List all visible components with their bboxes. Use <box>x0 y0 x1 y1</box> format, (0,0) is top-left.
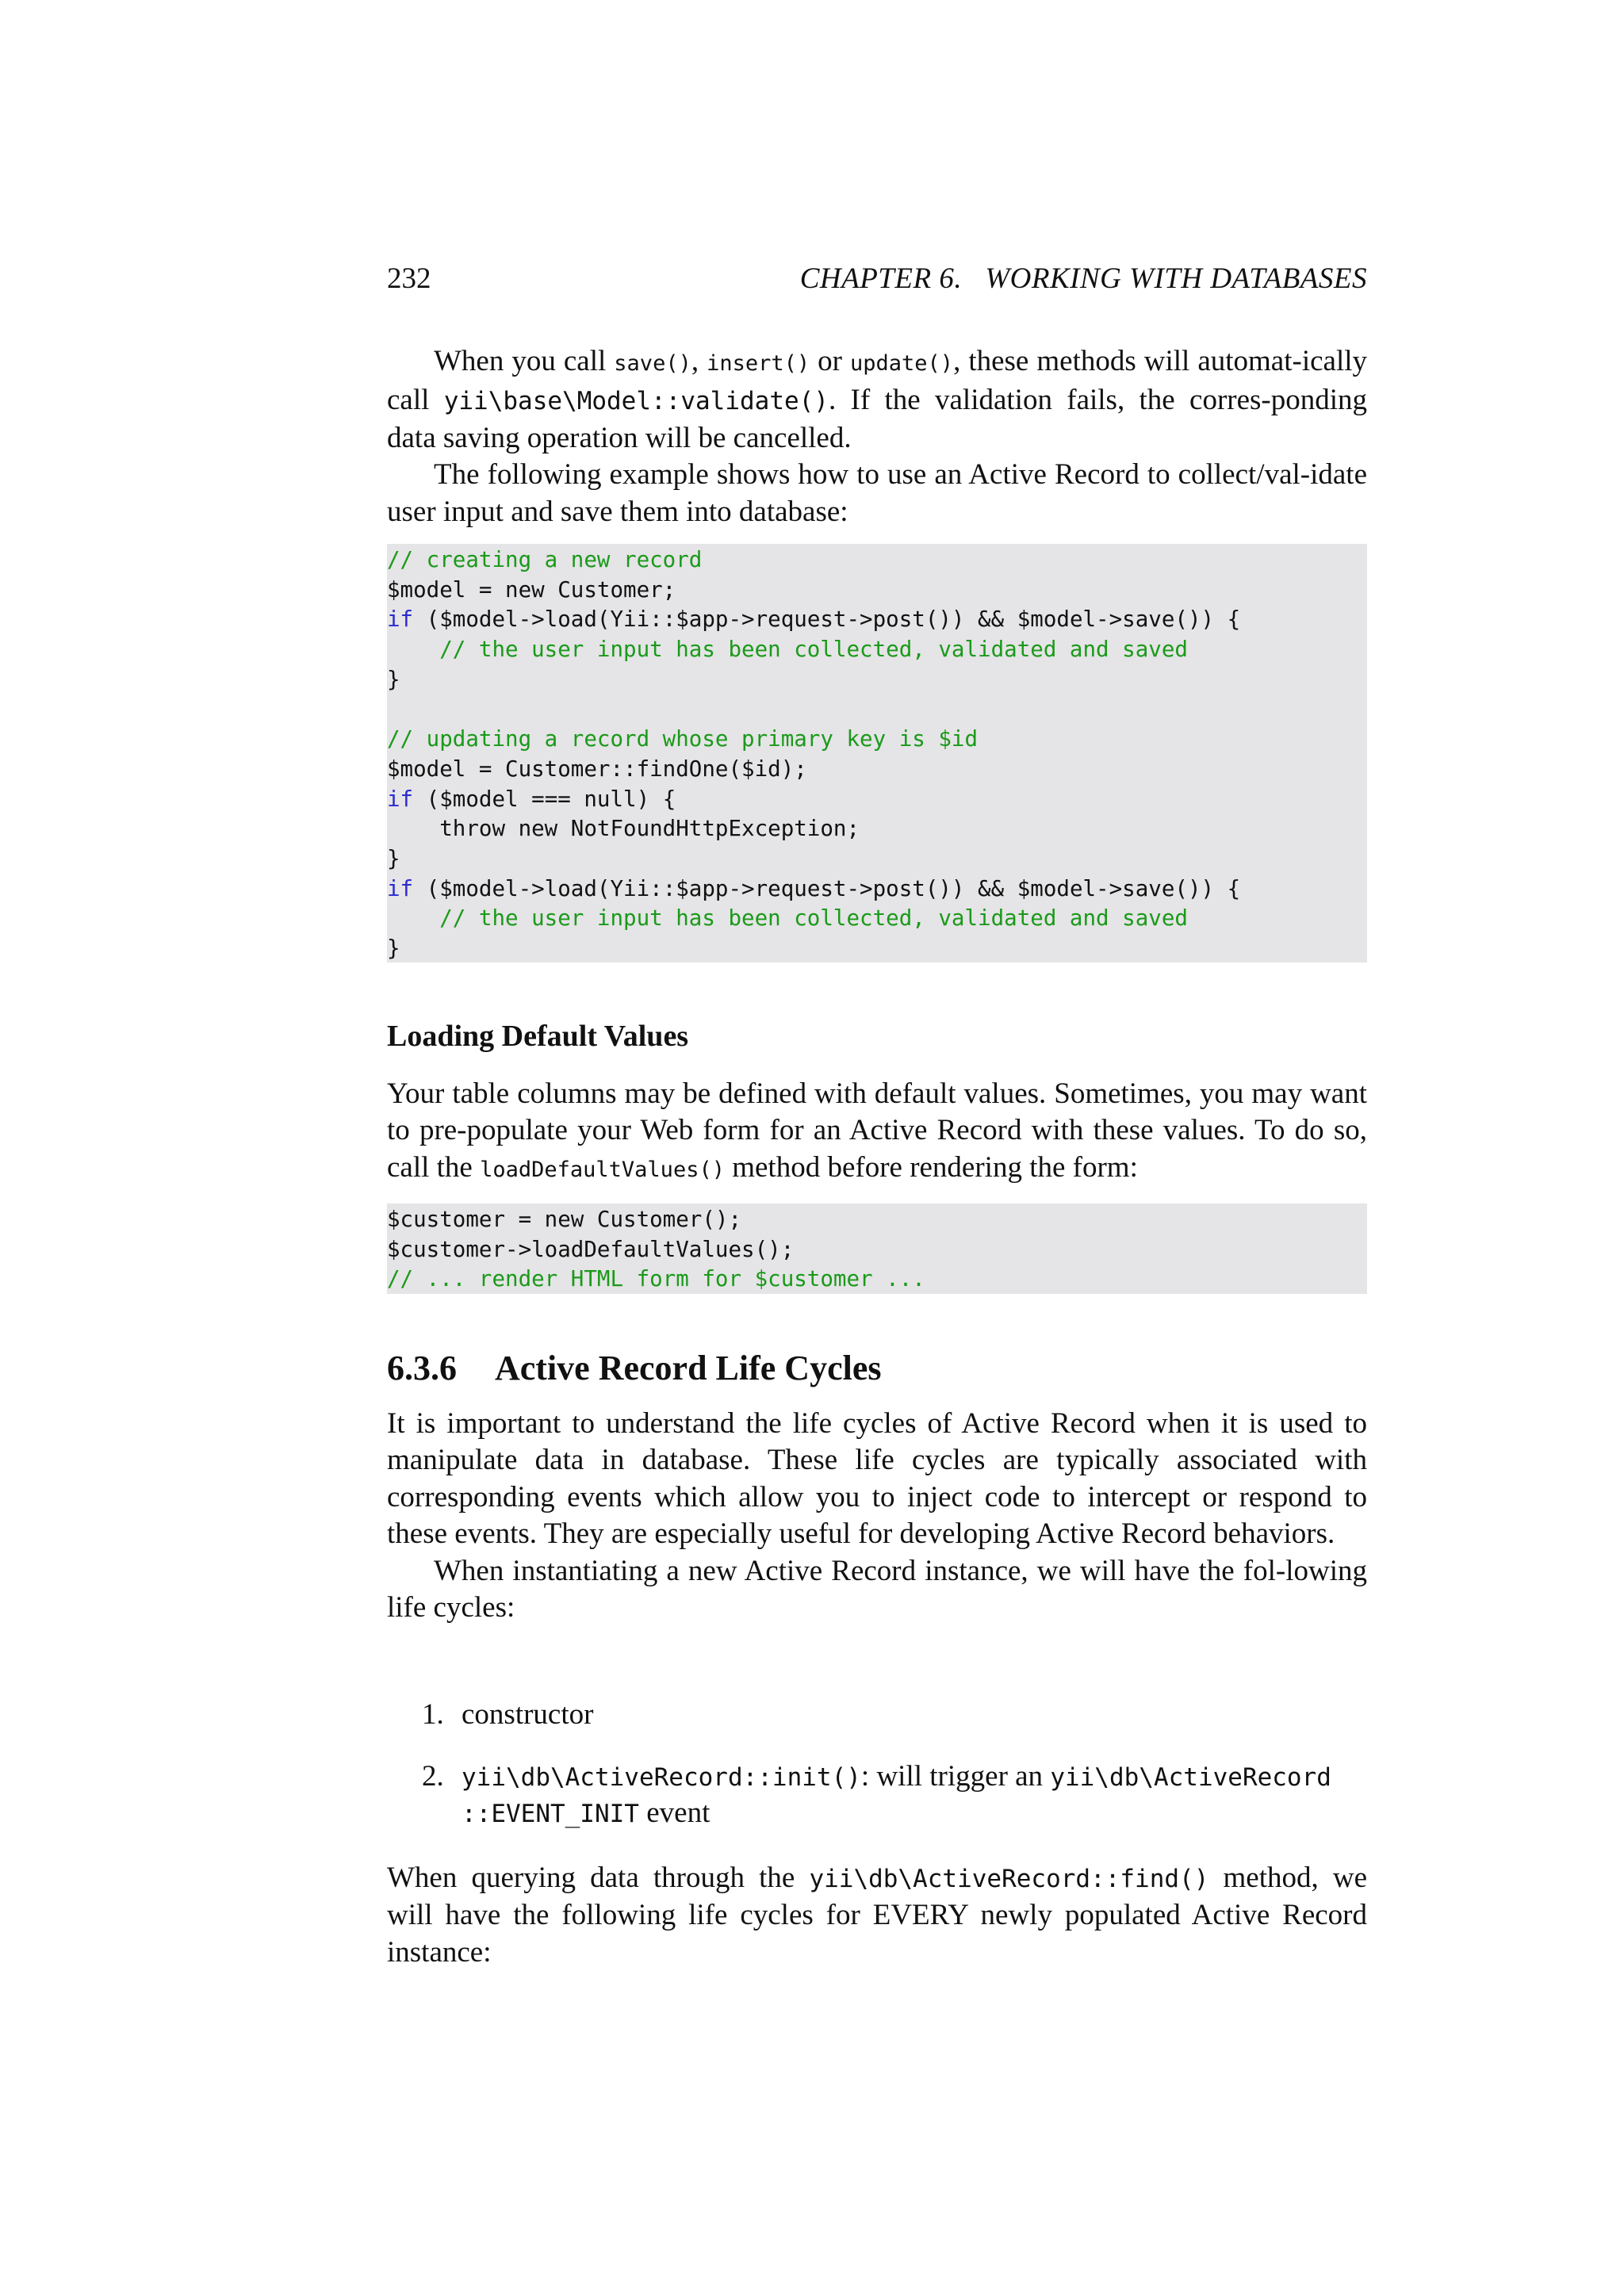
code-line <box>387 695 1367 725</box>
code-line: // the user input has been collected, validated and saved <box>387 905 1188 932</box>
text-run: , these methods will automat-ically call <box>387 345 1368 417</box>
text-run: Your table columns may be defined with default values. Sometimes, you may want to pre-populate your Web form for an Active Record with these values. To do so, call the <box>387 1077 1367 1184</box>
code-line: $model = Customer::findOne($id); <box>387 756 807 782</box>
code-line: // the user input has been collected, validated and saved <box>387 637 1188 663</box>
inline-code-save: save() <box>614 351 691 376</box>
code-line: } <box>387 845 400 871</box>
list-item-1-number: 1. <box>422 1698 444 1731</box>
inline-code-init: yii\db\ActiveRecord::init() <box>462 1763 861 1792</box>
code-line: } <box>387 666 400 692</box>
inline-code-validate: yii\base\Model::validate() <box>443 387 829 416</box>
inline-code-update: update() <box>850 351 954 376</box>
inline-code-find: yii\db\ActiveRecord::find() <box>809 1865 1209 1893</box>
code-line: $model = new Customer; <box>387 576 676 603</box>
code-line: throw new NotFoundHttpException; <box>387 816 860 842</box>
paragraph-validation <box>387 343 1367 530</box>
code-line: // creating a new record <box>387 547 703 572</box>
text-run: method, we will have the following life cycles for EVERY newly populated Active Record instance: <box>387 1862 1368 1969</box>
list-item-2-number: 2. <box>422 1760 444 1793</box>
subheading-loading-default-values: Loading Default Values <box>387 1020 689 1053</box>
paragraph-instantiating: When instantiating a new Active Record instance, we will have the fol-lowing life cycles: <box>387 1554 1367 1624</box>
code-line: } <box>387 935 400 961</box>
code-line: $customer->loadDefaultValues(); <box>387 1236 795 1262</box>
page-number: 232 <box>387 262 431 295</box>
section-title: Active Record Life Cycles <box>495 1349 882 1387</box>
inline-code-load-default-values: loadDefaultValues() <box>480 1157 725 1182</box>
paragraph-default-values <box>387 1076 1367 1188</box>
code-line: // updating a record whose primary key is $id <box>387 726 979 752</box>
text-run: : will trigger an <box>860 1760 1051 1793</box>
section-number: 6.3.6 <box>387 1349 457 1387</box>
paragraph-life-cycles-intro: It is important to understand the life cycles of Active Record when it is used to manipulate data in database. These life cycles are typically associated with corresponding events which allow you to inject code to intercept or respond to these events. They are especially useful for developing Active Record behaviors. <box>387 1407 1367 1551</box>
inline-code-insert: insert() <box>707 351 810 376</box>
section-heading <box>387 1348 881 1388</box>
code-line: if ($model->load(Yii::$app->request->post()) && $model->save()) { <box>387 875 1241 901</box>
code-line: // ... render HTML form for $customer ... <box>387 1266 925 1292</box>
text-run: method before rendering the form: <box>724 1150 1138 1184</box>
code-line: if ($model === null) { <box>387 786 676 812</box>
list-item-2-continuation <box>462 1795 710 1832</box>
code-line: $customer = new Customer(); <box>387 1207 742 1232</box>
running-title: CHAPTER 6. WORKING WITH DATABASES <box>799 262 1367 295</box>
text-run: or <box>810 345 851 377</box>
inline-code-event-init: ::EVENT_INIT <box>462 1800 639 1828</box>
paragraph-example-intro: The following example shows how to use an Active Record to collect/val-idate user input and save them into database: <box>387 458 1367 528</box>
code-block-save-example <box>387 544 1367 962</box>
paragraph-life-cycles <box>387 1406 1367 1626</box>
text-run: When querying data through the <box>387 1862 810 1894</box>
code-line: if ($model->load(Yii::$app->request->post()) && $model->save()) { <box>387 607 1241 633</box>
code-block-default-values <box>387 1203 1367 1294</box>
list-item-1-text: constructor <box>462 1698 594 1731</box>
text-run: event <box>638 1797 710 1829</box>
text-run: , <box>691 345 707 377</box>
text-run: When you call <box>434 345 615 377</box>
list-item-2-text <box>462 1758 1373 1796</box>
paragraph-querying <box>387 1860 1367 1971</box>
inline-code-active-record: yii\db\ActiveRecord <box>1050 1763 1331 1792</box>
text-run: . If the validation fails, the corres-ponding data saving operation will be cancelled. <box>387 384 1368 454</box>
